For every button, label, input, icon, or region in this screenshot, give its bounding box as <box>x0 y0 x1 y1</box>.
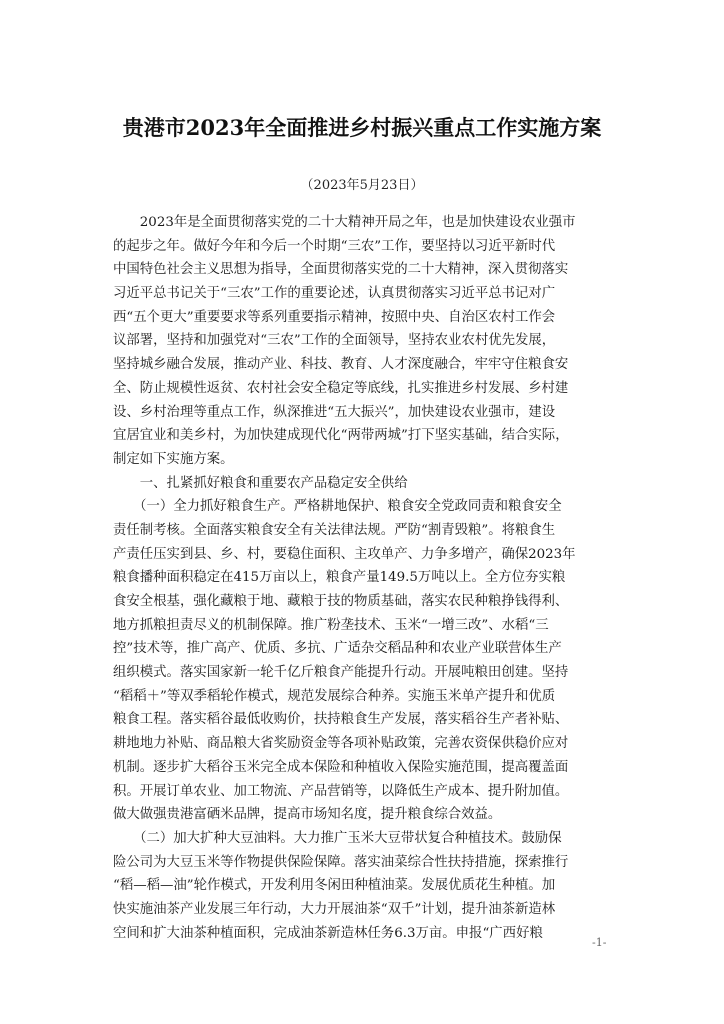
body-text-line: 耕地地力补贴、商品粮大省奖励资金等各项补贴政策，完善农资保供稳价应对 <box>113 736 569 752</box>
body-text-line: 食安全根基，强化藏粮于地、藏粮于技的物质基础，落实农民种粮挣钱得利、 <box>113 594 569 609</box>
page-number: -1- <box>592 936 607 949</box>
document-body <box>113 211 625 945</box>
body-text-line: 粮食播种面积稳定在415万亩以上，粮食产量149.5万吨以上。全方位夯实粮 <box>113 570 566 586</box>
body-text-line: 责任制考核。全面落实粮食安全有关法律法规。严防“割青毁粮”。将粮食生 <box>113 522 556 538</box>
body-text-line: 产责任压实到县、乡、村，要稳住面积、主攻单产、力争多增产，确保2023年 <box>113 546 576 562</box>
body-text-line: 一、扎紧抓好粮食和重要农产品稳定安全供给 <box>113 475 408 491</box>
body-text-line: “稻—稻—油”轮作模式，开发利用冬闲田种植油菜。发展优质花生种植。加 <box>113 878 556 894</box>
body-text-line: 议部署，坚持和加强党对“三农”工作的全面领导，坚持农业农村优先发展， <box>113 333 556 349</box>
body-text-line: 空间和扩大油茶种植面积，完成油茶新造林任务6.3万亩。申报“广西好粮 <box>113 925 543 941</box>
body-text-line: “稻稻＋”等双季稻轮作模式，规范发展综合种养。实施玉米单产提升和优质 <box>113 688 556 704</box>
body-text-line: （二）加大扩种大豆油料。大力推广玉米大豆带状复合种植技术。鼓励保 <box>113 830 562 846</box>
body-text-line: 险公司为大豆玉米等作物提供保险保障。落实油菜综合性扶持措施，探索推行 <box>113 854 569 870</box>
body-text-line: 全、防止规模性返贫、农村社会安全稳定等底线，扎实推进乡村发展、乡村建 <box>113 380 569 396</box>
body-text-line: 的起步之年。做好今年和今后一个时期“三农”工作，要坚持以习近平新时代 <box>113 238 556 254</box>
body-text-line: 中国特色社会主义思想为指导，全面贯彻落实党的二十大精神，深入贯彻落实 <box>113 262 569 278</box>
body-text-line: 做大做强贵港富硒米品牌，提高市场知名度，提升粮食综合效益。 <box>113 807 502 823</box>
body-text-line: 坚持城乡融合发展，推动产业、科技、教育、人才深度融合，牢牢守住粮食安 <box>113 357 569 373</box>
body-text-line: 2023年是全面贯彻落实党的二十大精神开局之年，也是加快建设农业强市 <box>113 215 576 230</box>
body-text-line: 设、乡村治理等重点工作，纵深推进“五大振兴”，加快建设农业强市，建设 <box>113 404 556 420</box>
body-text-line: 西“五个更大”重要要求等系列重要指示精神，按照中央、自治区农村工作会 <box>113 309 556 325</box>
body-text-line: 粮食工程。落实稻谷最低收购价，扶持粮食生产发展，落实稻谷生产者补贴、 <box>113 712 569 728</box>
body-text-line: 习近平总书记关于“三农”工作的重要论述，认真贯彻落实习近平总书记对广 <box>113 286 556 302</box>
document-date: （2023年5月23日） <box>300 178 424 193</box>
body-text-line: 地方抓粮担责尽义的机制保障。推广粉垄技术、玉米“一增三改”、水稻“三 <box>113 617 549 633</box>
body-text-line: 机制。逐步扩大稻谷玉米完全成本保险和种植收入保险实施范围，提高覆盖面 <box>113 759 569 775</box>
body-text-line: 组织模式。落实国家新一轮千亿斤粮食产能提升行动。开展吨粮田创建。坚持 <box>113 665 569 681</box>
body-text-line: 宜居宜业和美乡村，为加快建成现代化“两带两城”打下坚实基础，结合实际， <box>113 428 569 444</box>
body-text-line: 控”技术等，推广高产、优质、多抗、广适杂交稻品种和农业产业联营体生产 <box>113 641 562 657</box>
body-text-line: 积。开展订单农业、加工物流、产品营销等，以降低生产成本、提升附加值。 <box>113 783 569 799</box>
body-text-line: （一）全力抓好粮食生产。严格耕地保护、粮食安全党政同责和粮食安全 <box>113 499 562 515</box>
document-title: 贵港市2023年全面推进乡村振兴重点工作实施方案 <box>122 115 602 140</box>
body-text-line: 制定如下实施方案。 <box>113 451 234 467</box>
body-text-line: 快实施油茶产业发展三年行动，大力开展油茶“双千”计划，提升油茶新造林 <box>113 901 556 917</box>
